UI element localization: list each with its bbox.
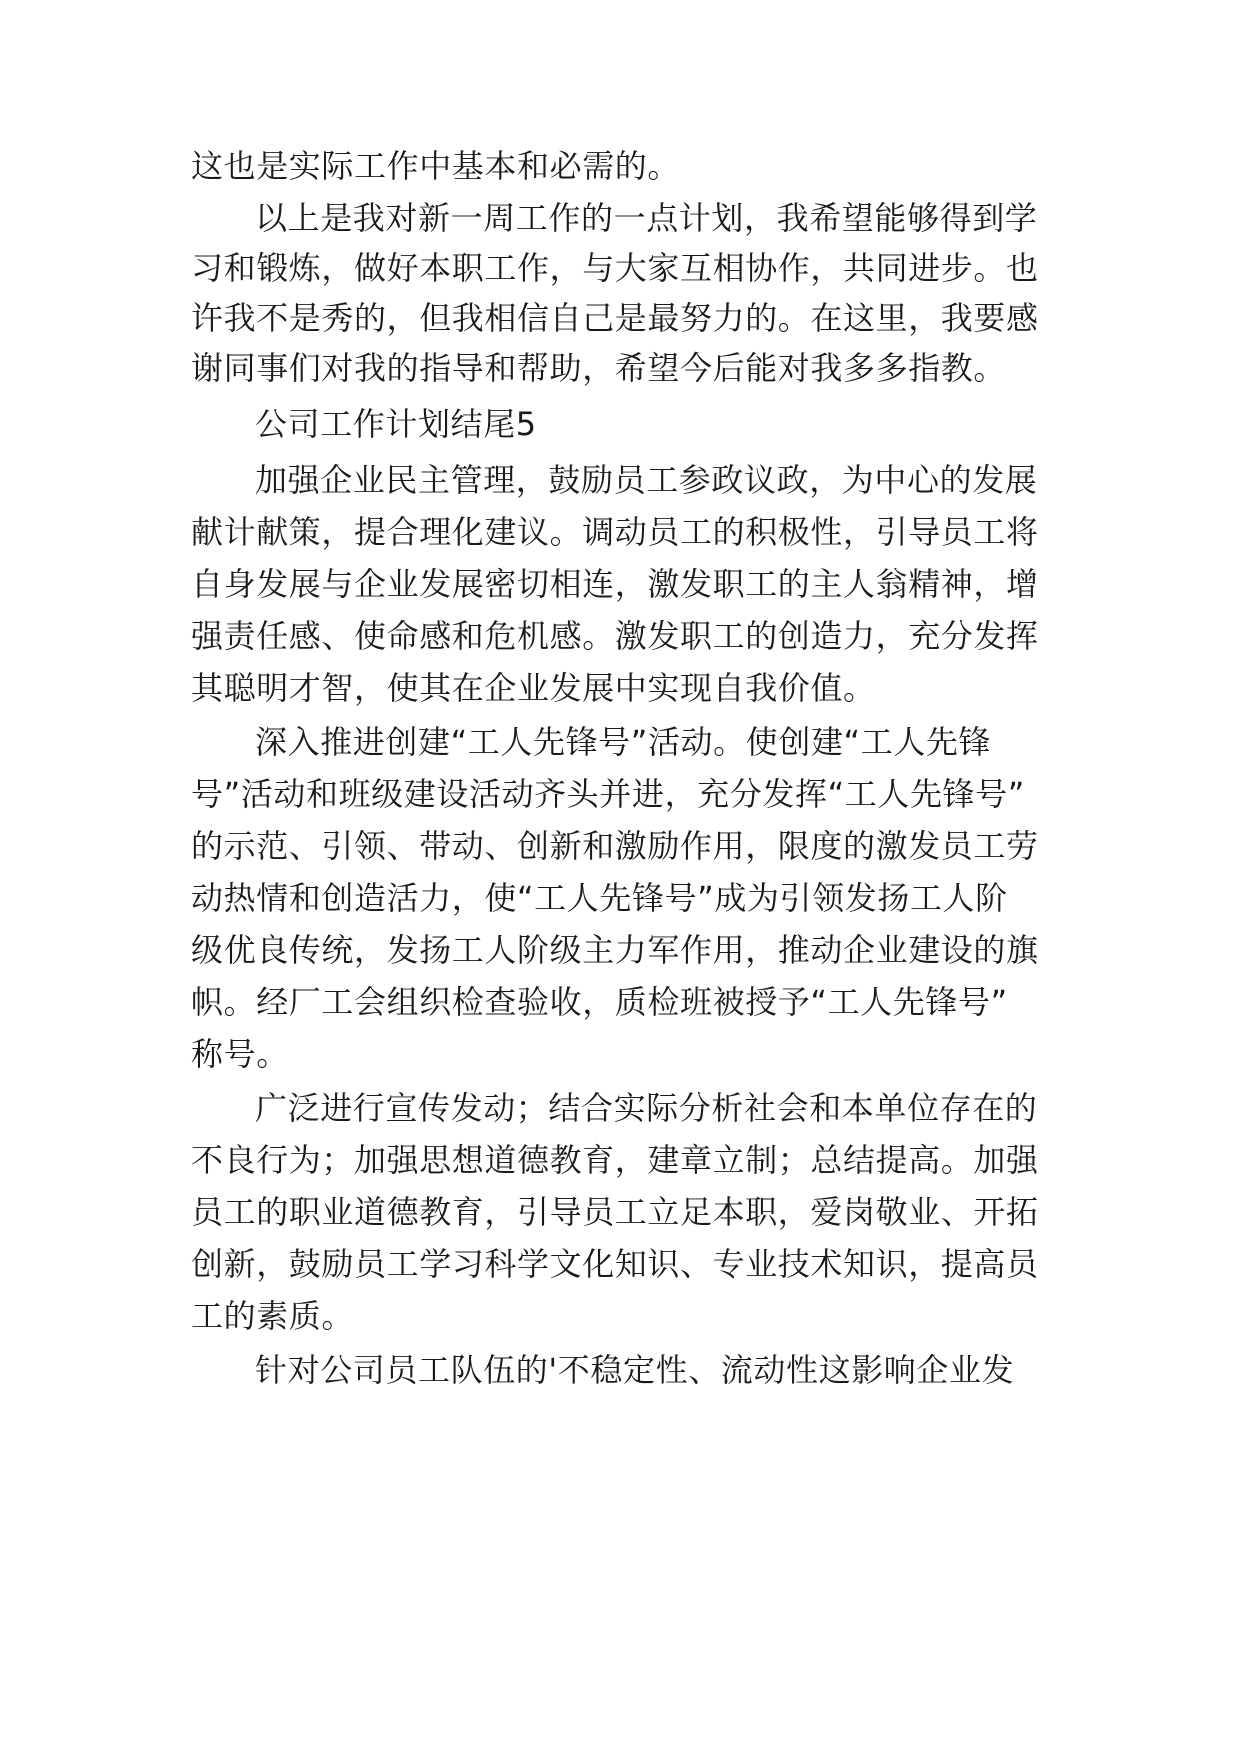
text-line: 强责任感、使命感和危机感。激发职工的创造力，充分发挥 <box>191 617 1039 655</box>
text-line: 创新，鼓励员工学习科学文化知识、专业技术知识，提高员 <box>191 1245 1039 1283</box>
paragraph-first-line: 广泛进行宣传发动；结合实际分析社会和本单位存在的 <box>255 1089 1038 1127</box>
text-line: 员工的职业道德教育，引导员工立足本职，爱岗敬业、开拓 <box>191 1193 1039 1231</box>
paragraph-first-line: 以上是我对新一周工作的一点计划，我希望能够得到学 <box>255 199 1038 237</box>
text-line: 不良行为；加强思想道德教育，建章立制；总结提高。加强 <box>191 1141 1039 1179</box>
text-line: 习和锻炼，做好本职工作，与大家互相协作，共同进步。也 <box>191 249 1039 287</box>
text-line: 工的素质。 <box>191 1297 355 1335</box>
text-line: 谢同事们对我的指导和帮助，希望今后能对我多多指教。 <box>191 349 1007 387</box>
text-line: 许我不是秀的，但我相信自己是最努力的。在这里，我要感 <box>191 299 1039 337</box>
text-line: 献计献策，提合理化建议。调动员工的积极性，引导员工将 <box>191 513 1039 551</box>
paragraph-first-line: 加强企业民主管理，鼓励员工参政议政，为中心的发展 <box>255 461 1038 499</box>
text-line: 这也是实际工作中基本和必需的。 <box>191 147 681 185</box>
text-line: 自身发展与企业发展密切相连，激发职工的主人翁精神，增 <box>191 565 1039 603</box>
text-line: 帜。经厂工会组织检查验收，质检班被授予“工人先锋号” <box>191 983 1008 1021</box>
text-line: 动热情和创造活力，使“工人先锋号”成为引领发扬工人阶 <box>191 879 1008 917</box>
text-line: 称号。 <box>191 1035 289 1073</box>
text-line: 级优良传统，发扬工人阶级主力军作用，推动企业建设的旗 <box>191 931 1039 969</box>
paragraph-first-line: 针对公司员工队伍的'不稳定性、流动性这影响企业发 <box>255 1351 1015 1389</box>
text-line: 的示范、引领、带动、创新和激励作用，限度的激发员工劳 <box>191 827 1039 865</box>
text-line: 号”活动和班级建设活动齐头并进，充分发挥“工人先锋号” <box>191 775 1025 813</box>
section-heading: 公司工作计划结尾5 <box>255 405 537 443</box>
text-line: 其聪明才智，使其在企业发展中实现自我价值。 <box>191 669 876 707</box>
paragraph-first-line: 深入推进创建“工人先锋号”活动。使创建“工人先锋 <box>255 723 992 761</box>
